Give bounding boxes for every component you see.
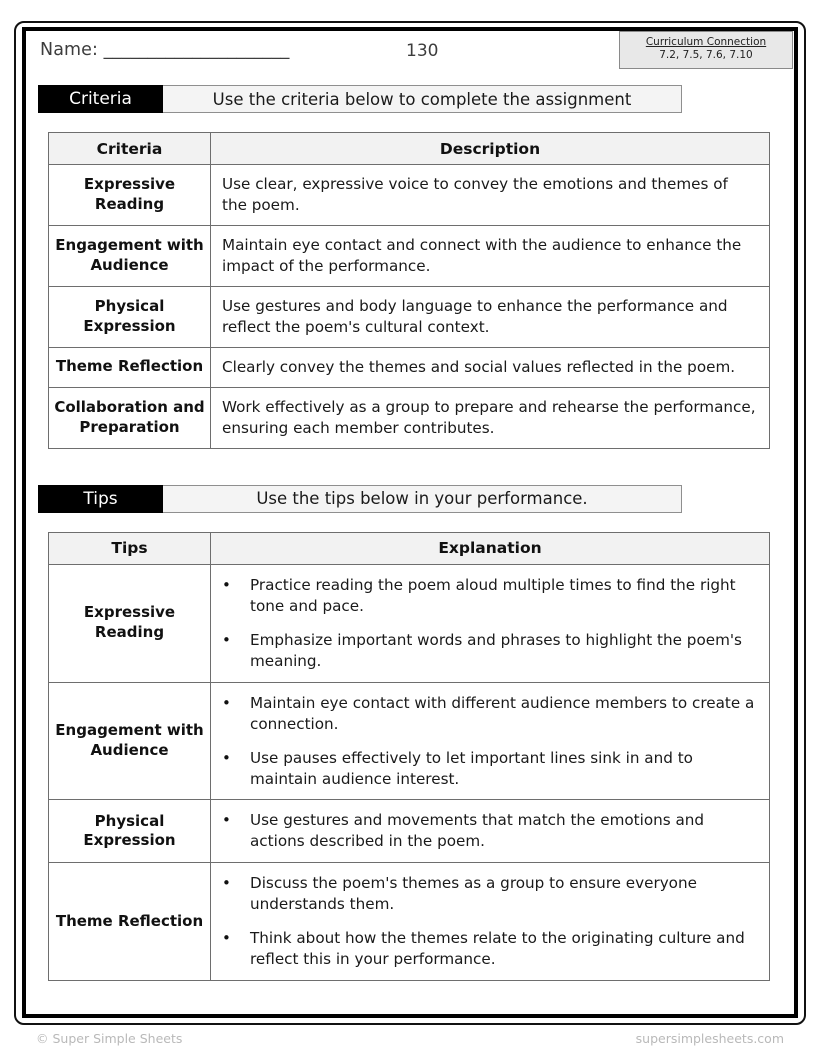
table-row (49, 165, 770, 226)
criteria-table (48, 132, 770, 449)
table-row (49, 800, 770, 863)
list-item (211, 873, 757, 915)
list-item-text: Use gestures and movements that match the emotions and actions described in the poem. (250, 811, 705, 851)
tips-explanation (211, 800, 770, 863)
criteria-section-tag: Criteria (38, 85, 163, 113)
criteria-description: Work effectively as a group to prepare and rehearse the performance, ensuring each member contributes. (211, 387, 770, 448)
tips-table-header-row (49, 532, 770, 564)
tips-label: Engagement with Audience (49, 682, 211, 800)
page-footer (0, 1031, 820, 1055)
curriculum-connection-title: Curriculum Connection (645, 36, 767, 48)
table-row (49, 286, 770, 347)
tips-section-header (38, 485, 682, 513)
tips-explanation (211, 682, 770, 800)
criteria-label: Physical Expression (49, 286, 211, 347)
curriculum-connection-badge (619, 31, 793, 69)
tips-table-col-tips: Tips (49, 532, 211, 564)
worksheet-content (26, 31, 794, 1014)
list-item (211, 928, 757, 970)
tips-section-banner: Use the tips below in your performance. (163, 485, 682, 513)
list-item-text: Discuss the poem's themes as a group to ensure everyone understands them. (250, 874, 697, 914)
tips-label: Theme Reflection (49, 863, 211, 981)
footer-copyright: © Super Simple Sheets (36, 1031, 183, 1046)
criteria-description: Use gestures and body language to enhance the performance and reflect the poem's cultural context. (211, 286, 770, 347)
name-field-label[interactable]: Name: _____________________ (40, 40, 290, 60)
table-row (49, 347, 770, 387)
criteria-label: Expressive Reading (49, 165, 211, 226)
curriculum-connection-codes: 7.2, 7.5, 7.6, 7.10 (659, 49, 753, 62)
worksheet-header (26, 31, 794, 85)
bullet-icon: • (222, 811, 231, 830)
tips-label: Physical Expression (49, 800, 211, 863)
list-item-text: Think about how the themes relate to the originating culture and reflect this in your performance. (250, 929, 745, 969)
footer-website[interactable]: supersimplesheets.com (635, 1031, 784, 1046)
criteria-table-header-row (49, 133, 770, 165)
bullet-icon: • (222, 874, 231, 893)
tip-bullet-list (211, 873, 757, 970)
table-row (49, 682, 770, 800)
criteria-section-header (38, 85, 682, 113)
criteria-description: Maintain eye contact and connect with the audience to enhance the impact of the performance. (211, 225, 770, 286)
criteria-label: Engagement with Audience (49, 225, 211, 286)
list-item-text: Practice reading the poem aloud multiple times to find the right tone and pace. (250, 575, 736, 615)
tips-explanation (211, 863, 770, 981)
list-item (211, 748, 757, 790)
page-number: 130 (406, 41, 439, 61)
tip-bullet-list (211, 575, 757, 672)
table-row (49, 863, 770, 981)
list-item (211, 810, 757, 852)
criteria-table-col-criteria: Criteria (49, 133, 211, 165)
list-item-text: Maintain eye contact with different audience members to create a connection. (250, 693, 755, 733)
criteria-description: Clearly convey the themes and social values reflected in the poem. (211, 347, 770, 387)
list-item (211, 630, 757, 672)
list-item (211, 575, 757, 617)
tip-bullet-list (211, 693, 757, 790)
tips-section-tag: Tips (38, 485, 163, 513)
tip-bullet-list (211, 810, 757, 852)
criteria-label: Collaboration and Preparation (49, 387, 211, 448)
table-row (49, 225, 770, 286)
bullet-icon: • (222, 575, 231, 594)
criteria-table-col-description: Description (211, 133, 770, 165)
table-row (49, 387, 770, 448)
list-item-text: Emphasize important words and phrases to highlight the poem's meaning. (250, 630, 742, 670)
criteria-section-banner: Use the criteria below to complete the assignment (163, 85, 682, 113)
list-item (211, 693, 757, 735)
criteria-label: Theme Reflection (49, 347, 211, 387)
table-row (49, 564, 770, 682)
list-item-text: Use pauses effectively to let important lines sink in and to maintain audience interest. (250, 748, 693, 788)
bullet-icon: • (222, 929, 231, 948)
tips-label: Expressive Reading (49, 564, 211, 682)
tips-table (48, 532, 770, 982)
tips-table-col-explanation: Explanation (211, 532, 770, 564)
bullet-icon: • (222, 630, 231, 649)
bullet-icon: • (222, 693, 231, 712)
criteria-description: Use clear, expressive voice to convey the emotions and themes of the poem. (211, 165, 770, 226)
tips-explanation (211, 564, 770, 682)
bullet-icon: • (222, 748, 231, 767)
